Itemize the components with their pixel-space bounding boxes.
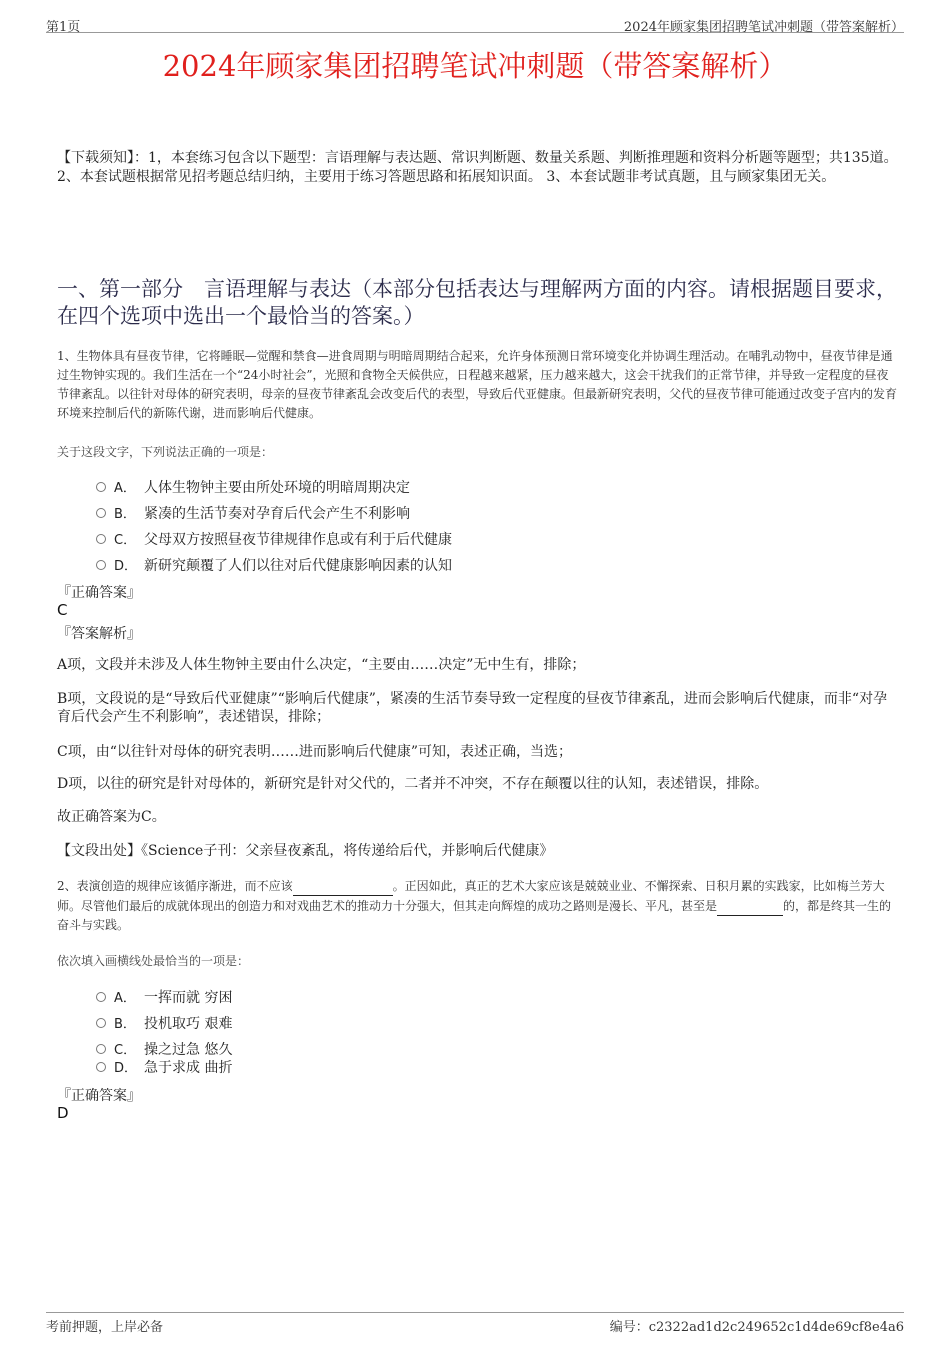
question-1-option-c[interactable]: C． 父母双方按照昼夜节律规律作息或有利于后代健康 xyxy=(96,529,452,549)
fill-blank-2[interactable] xyxy=(717,896,783,916)
question-1-explain-label: 『答案解析』 xyxy=(57,626,141,642)
question-2-option-a[interactable]: A． 一挥而就 穷困 xyxy=(96,987,232,1007)
radio-icon[interactable] xyxy=(96,1062,106,1072)
explanation-c: C项，由“以往针对母体的研究表明……进而影响后代健康”可知，表述正确，当选； xyxy=(57,744,573,760)
document-title: 2024年顾家集团招聘笔试冲刺题（带答案解析） xyxy=(162,49,788,83)
radio-icon[interactable] xyxy=(96,534,106,544)
question-1-option-d[interactable]: D． 新研究颠覆了人们以往对后代健康影响因素的认知 xyxy=(96,555,452,575)
footer-code: 编号：c2322ad1d2c249652c1d4de69cf8e4a6 xyxy=(609,1320,904,1335)
question-2-ask: 依次填入画横线处最恰当的一项是： xyxy=(57,954,250,968)
header-doc-title: 2024年顾家集团招聘笔试冲刺题（带答案解析） xyxy=(623,20,904,35)
question-1-answer: C xyxy=(57,601,68,619)
radio-icon[interactable] xyxy=(96,1044,106,1054)
radio-icon[interactable] xyxy=(96,560,106,570)
radio-icon[interactable] xyxy=(96,482,106,492)
page-header xyxy=(46,14,904,33)
footer-slogan: 考前押题，上岸必备 xyxy=(46,1320,164,1335)
explanation-a: A项，文段并未涉及人体生物钟主要由什么决定，“主要由……决定”无中生有，排除； xyxy=(57,657,586,673)
section-heading: 一、第一部分 言语理解与表达（本部分包括表达与理解两方面的内容。请根据题目要求，在四个选项中选出一个最恰当的答案。） xyxy=(57,277,897,328)
question-1-ask: 关于这段文字，下列说法正确的一项是： xyxy=(57,445,274,459)
page-number: 第1页 xyxy=(46,20,81,35)
question-2-answer: D xyxy=(57,1104,69,1122)
fill-blank-1[interactable] xyxy=(293,876,393,896)
explanation-d: D项，以往的研究是针对母体的，新研究是针对父代的，二者并不冲突，不存在颠覆以往的认知，表述错误，排除。 xyxy=(57,776,769,792)
page-footer xyxy=(46,1312,904,1335)
radio-icon[interactable] xyxy=(96,1018,106,1028)
explanation-b: B项，文段说的是“导致后代亚健康”“影响后代健康”，紧凑的生活节奏导致一定程度的昼夜节律紊乱，进而会影响后代健康，而非“对孕育后代会产生不利影响”，表述错误，排除； xyxy=(57,691,888,725)
question-1-passage: 1、生物体具有昼夜节律，它将睡眠—觉醒和禁食—进食周期与明暗周期结合起来，允许身体预测日常环境变化并协调生理活动。在哺乳动物中，昼夜节律是通过生物钟实现的。我们生活在一个“24小时社会”，光照和食物全天候供应，日程越来越紧，压力越来越大，这会干扰我们的正常节律，并导致一定程度的昼夜节律紊乱。以往针对母体的研究表明，母亲的昼夜节律紊乱会改变后代的表型，导致后代亚健康。但最新研究表明，父代的昼夜节律可能通过改变子宫内的发育环境来控制后代的新陈代谢，进而影响后代健康。 xyxy=(57,349,898,420)
question-2-passage: 2、表演创造的规律应该循序渐进，而不应该 。正因如此，真正的艺术大家应该是兢兢业业、不懈探索、日积月累的实践家，比如梅兰芳大师。尽管他们最后的成就体现出的创造力和对戏曲艺术的推动力十分强大，但其走向辉煌的成功之路则是漫长、平凡，甚至是 的，都是终其一生的奋斗与实践。 xyxy=(57,876,899,935)
question-2-answer-label: 『正确答案』 xyxy=(57,1088,141,1104)
question-2-option-d[interactable]: D． 急于求成 曲折 xyxy=(96,1057,232,1077)
radio-icon[interactable] xyxy=(96,508,106,518)
question-1-option-b[interactable]: B． 紧凑的生活节奏对孕育后代会产生不利影响 xyxy=(96,503,410,523)
explanation-conclusion: 故正确答案为C。 xyxy=(57,809,166,825)
question-2-option-c[interactable]: C． 操之过急 悠久 xyxy=(96,1039,232,1059)
question-2-option-b[interactable]: B． 投机取巧 艰难 xyxy=(96,1013,232,1033)
question-1-option-a[interactable]: A． 人体生物钟主要由所处环境的明暗周期决定 xyxy=(96,477,410,497)
radio-icon[interactable] xyxy=(96,992,106,1002)
question-1-answer-label: 『正确答案』 xyxy=(57,585,141,601)
passage-source: 【文段出处】《Science子刊：父亲昼夜紊乱，将传递给后代，并影响后代健康》 xyxy=(57,843,554,859)
download-notice: 【下载须知】：1，本套练习包含以下题型：言语理解与表达题、常识判断题、数量关系题、判断推理题和资料分析题等题型；共135道。 2、本套试题根据常见招考题总结归纳，主要用于练习答题思路和拓展知识面。 3、本套试题非考试真题，且与顾家集团无关。 xyxy=(57,150,898,185)
